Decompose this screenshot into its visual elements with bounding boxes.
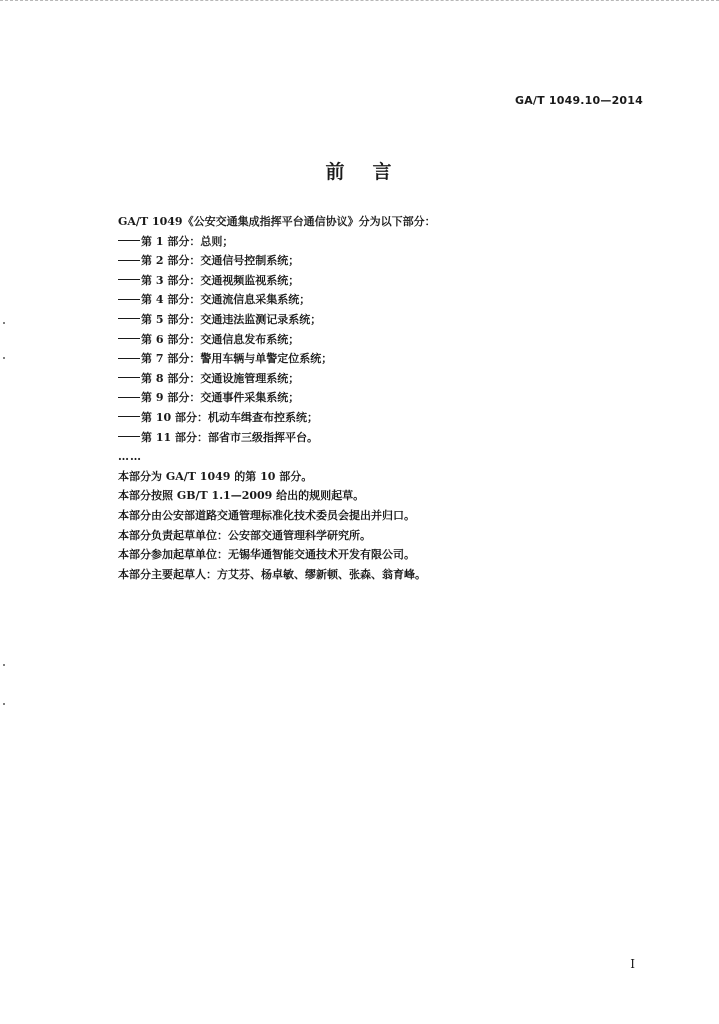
list-item [118,232,678,252]
foreword-body [118,212,678,584]
statement-line: 本部分为 GA/T 1049 的第 10 部分。 [118,469,313,483]
part-label: 第 6 部分：交通信息发布系统； [141,332,300,346]
dash-marker [118,377,140,378]
part-label: 第 3 部分：交通视频监视系统； [141,273,300,287]
margin-dot [3,703,5,705]
intro-line: GA/T 1049《公安交通集成指挥平台通信协议》分为以下部分： [118,215,436,228]
dash-marker [118,397,140,398]
statement-line: 本部分按照 GB/T 1.1—2009 给出的规则起草。 [118,489,365,503]
dash-marker [118,299,140,300]
dash-marker [118,436,140,437]
part-label: 第 4 部分：交通流信息采集系统； [141,293,311,307]
dash-marker [118,260,140,261]
part-label: 第 11 部分：部省市三级指挥平台。 [141,430,318,444]
dash-marker [118,240,140,241]
part-label: 第 8 部分：交通设施管理系统； [141,371,300,385]
title-char-2: 言 [372,161,394,183]
statement-line: 本部分主要起草人：方艾芬、杨卓敏、缪新顿、张森、翁育峰。 [118,567,426,581]
part-label: 第 7 部分：警用车辆与单警定位系统； [141,352,333,366]
part-label: 第 9 部分：交通事件采集系统； [141,391,300,405]
statement-line: 本部分负责起草单位：公安部交通管理科学研究所。 [118,528,371,542]
list-item [118,310,678,330]
statement-line: 本部分由公安部道路交通管理标准化技术委员会提出并归口。 [118,508,415,522]
list-item [118,290,678,310]
margin-dot [3,664,5,666]
list-item [118,251,678,271]
page-title [0,157,719,184]
standard-code: GA/T 1049.10—2014 [514,94,643,107]
part-label: 第 10 部分：机动车缉查布控系统； [141,410,318,424]
ellipsis: …… [118,450,142,464]
list-item [118,428,678,448]
part-label: 第 5 部分：交通违法监测记录系统； [141,312,322,326]
dash-marker [118,318,140,319]
margin-dot [3,357,5,359]
page-number: I [630,957,635,971]
statement-line: 本部分参加起草单位：无锡华通智能交通技术开发有限公司。 [118,548,415,562]
top-border-rule [0,0,719,1]
part-label: 第 2 部分：交通信号控制系统； [141,254,300,268]
list-item [118,408,678,428]
dash-marker [118,338,140,339]
list-item [118,369,678,389]
dash-marker [118,279,140,280]
dash-marker [118,358,140,359]
parts-list [118,232,678,448]
title-char-1: 前 [325,161,347,183]
margin-dot [3,322,5,324]
list-item [118,388,678,408]
part-label: 第 1 部分：总则； [141,234,234,248]
list-item [118,349,678,369]
dash-marker [118,416,140,417]
list-item [118,330,678,350]
list-item [118,271,678,291]
